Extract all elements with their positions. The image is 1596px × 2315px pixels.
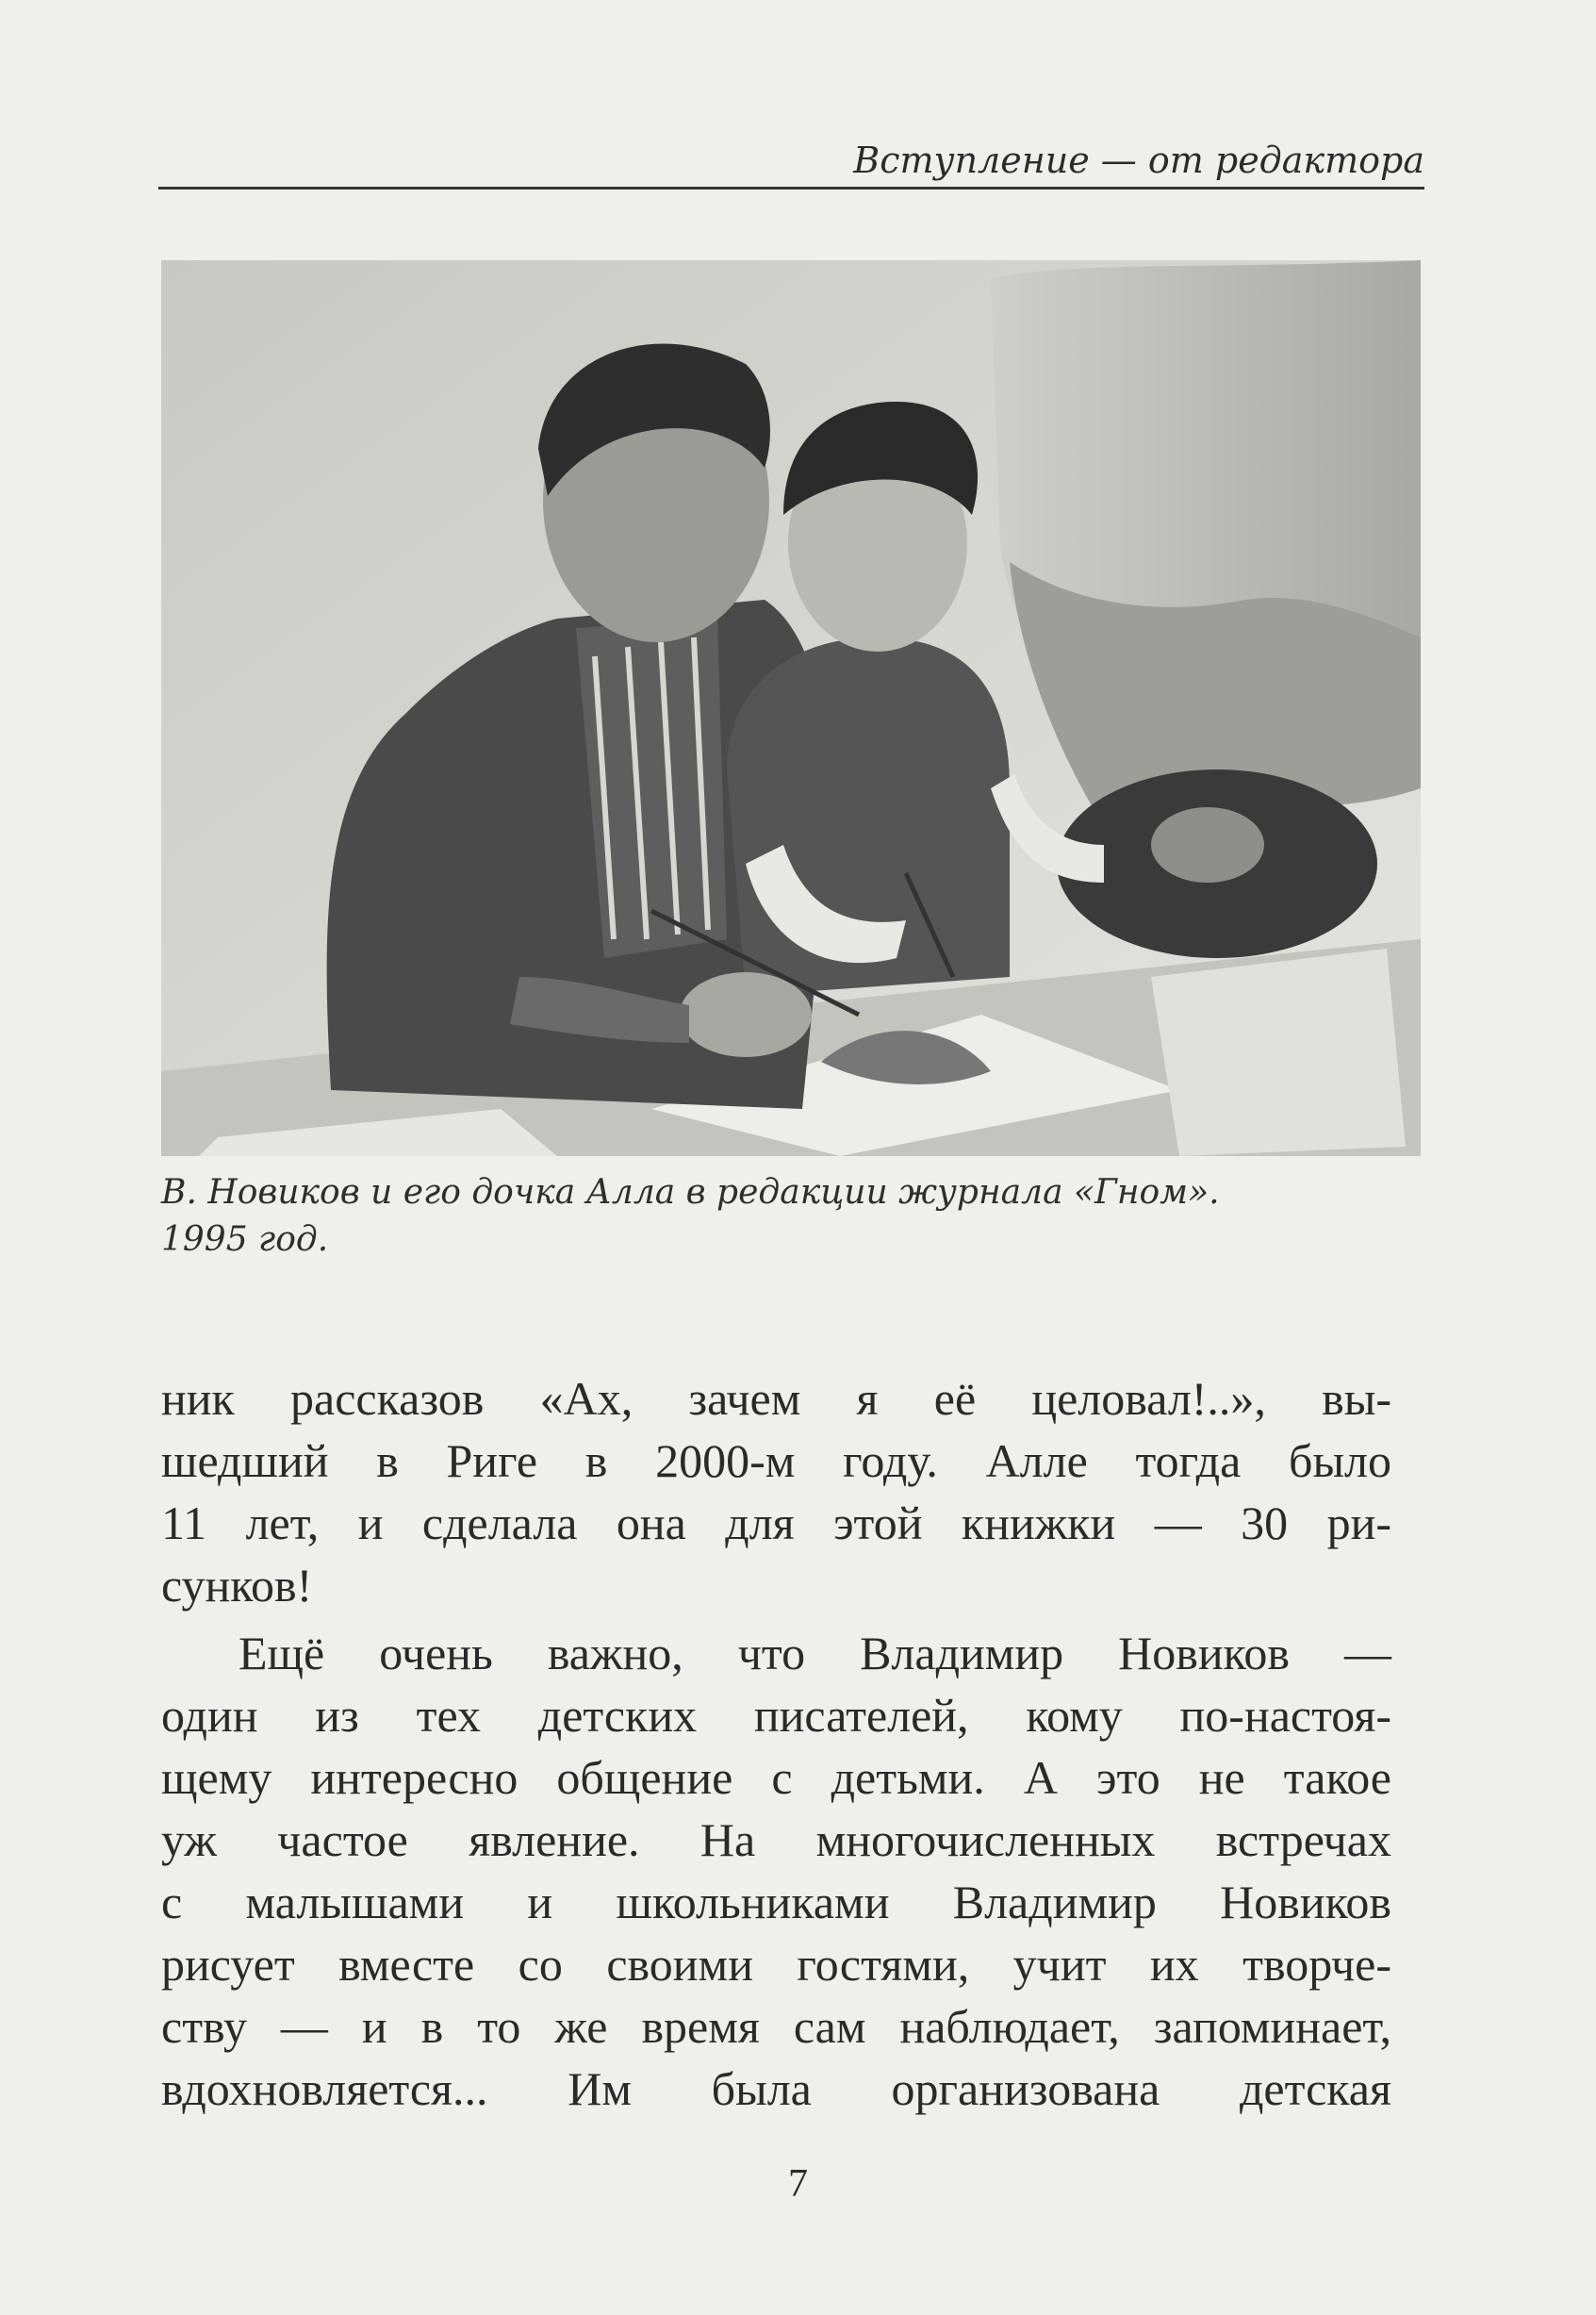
text-line: вдохновляется... Им была организована детская [161, 2062, 1391, 2115]
text-line: один из тех детских писателей, кому по-настоя- [161, 1689, 1391, 1742]
caption-line: 1995 год. [161, 1220, 329, 1259]
text-line: сунков! [161, 1559, 313, 1612]
text-line: щему интересно общение с детьми. А это не такое [161, 1751, 1391, 1804]
text-line: уж частое явление. На многочисленных встречах [161, 1813, 1391, 1866]
text-line: 11 лет, и сделала она для этой книжки — 30 ри- [161, 1496, 1391, 1549]
caption-line: В. Новиков и его дочка Алла в редакции журнала «Гном». [161, 1173, 1220, 1212]
header-rule [158, 187, 1424, 190]
body-text [161, 1367, 1391, 2120]
photograph-illustration [161, 260, 1421, 1156]
photograph [161, 260, 1421, 1156]
photo-caption [161, 1169, 1424, 1264]
text-line: шедший в Риге в 2000-м году. Алле тогда было [161, 1434, 1391, 1487]
running-header: Вступление — от редактора [853, 140, 1424, 181]
page-number: 7 [788, 2162, 808, 2206]
text-line: Ещё очень важно, что Владимир Новиков — [239, 1627, 1391, 1679]
text-line: рисует вместе со своими гостями, учит их творче- [161, 1938, 1391, 1991]
text-line: с малышами и школьниками Владимир Новиков [161, 1876, 1391, 1928]
text-line: ник рассказов «Ах, зачем я её целовал!..», вы- [161, 1372, 1391, 1425]
text-line: ству — и в то же время сам наблюдает, запоминает, [161, 2000, 1391, 2053]
